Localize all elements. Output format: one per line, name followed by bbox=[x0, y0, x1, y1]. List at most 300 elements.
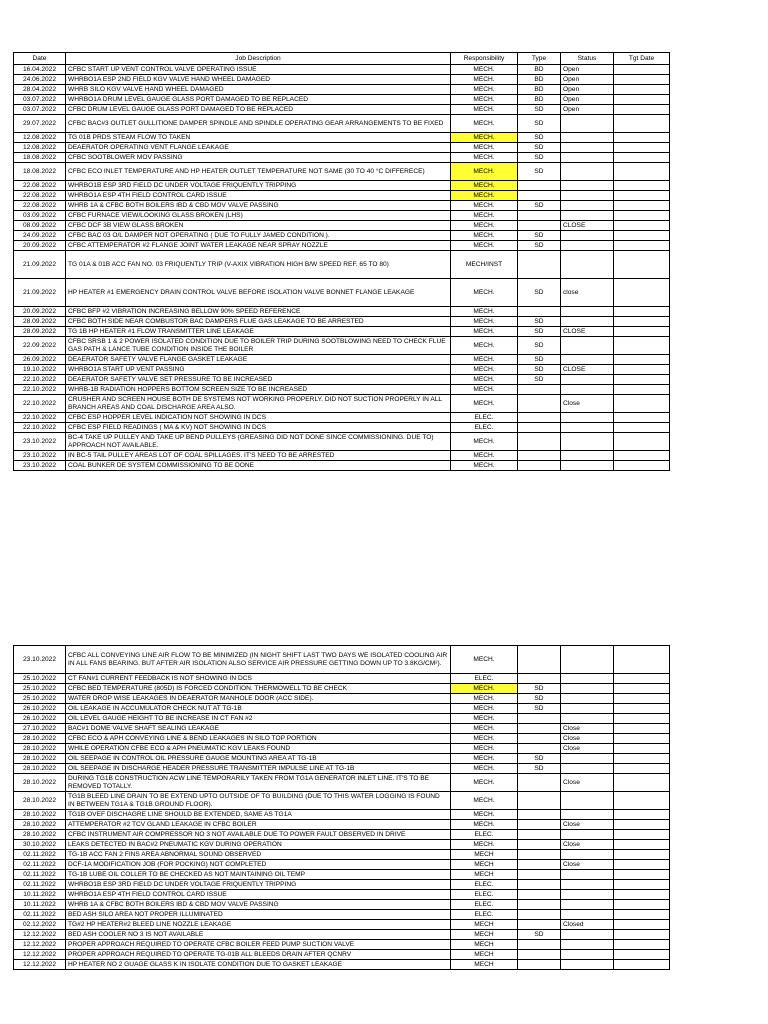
cell-responsibility: ELEC. bbox=[451, 910, 518, 920]
cell-tgt-date bbox=[614, 830, 670, 840]
cell-tgt-date bbox=[614, 221, 670, 231]
cell-job-description: WHRBO1A ESP 4TH FIELD CONTROL CARD ISSUE bbox=[66, 890, 451, 900]
cell-status: Close bbox=[561, 395, 614, 413]
cell-job-description: WHILE OPERATION CFBE ECO & APH PNEUMATIC KGV LEAKS FOUND bbox=[66, 744, 451, 754]
cell-job-description: WHRBO1A ESP 2ND FIELD KGV VALVE HAND WHEEL DAMAGED bbox=[66, 75, 451, 85]
cell-tgt-date bbox=[614, 307, 670, 317]
cell-tgt-date bbox=[614, 191, 670, 201]
cell-job-description: WHRBO1B ESP 3RD FIELD DC UNDER VOLTAGE FRIQUENTLY TRIPPING bbox=[66, 181, 451, 191]
cell-type bbox=[518, 734, 561, 744]
cell-responsibility: MECH. bbox=[451, 115, 518, 133]
cell-tgt-date bbox=[614, 181, 670, 191]
cell-type bbox=[518, 714, 561, 724]
table-row bbox=[14, 870, 670, 880]
cell-type: SD bbox=[518, 153, 561, 163]
cell-status: Open bbox=[561, 105, 614, 115]
cell-date: 22.09.2022 bbox=[14, 337, 66, 355]
cell-job-description: LEAKS DETECTED IN BAC#2 PNEUMATIC KGV DURING OPERATION bbox=[66, 840, 451, 850]
table-row bbox=[14, 810, 670, 820]
cell-job-description: DEAERATOR SAFETY VALVE FLANGE GASKET LEAKAGE bbox=[66, 355, 451, 365]
job-table-2 bbox=[13, 645, 670, 970]
cell-status bbox=[561, 115, 614, 133]
cell-tgt-date bbox=[614, 714, 670, 724]
table-row bbox=[14, 365, 670, 375]
cell-job-description: BED ASH SILO AREA NOT PROPER ILLUMINATED bbox=[66, 910, 451, 920]
cell-status bbox=[561, 211, 614, 221]
cell-responsibility: MECH. bbox=[451, 820, 518, 830]
cell-responsibility: MECH. bbox=[451, 684, 518, 694]
cell-type: SD bbox=[518, 337, 561, 355]
cell-status bbox=[561, 694, 614, 704]
cell-date: 21.09.2022 bbox=[14, 279, 66, 307]
cell-tgt-date bbox=[614, 920, 670, 930]
cell-job-description: CFBC BED TEMPERATURE (805D) IS FORCED CONDITION. THERMOWELL TO BE CHECK bbox=[66, 684, 451, 694]
cell-type: BD bbox=[518, 75, 561, 85]
cell-type bbox=[518, 181, 561, 191]
cell-status bbox=[561, 950, 614, 960]
table-row bbox=[14, 850, 670, 860]
table-row bbox=[14, 451, 670, 461]
cell-status: Open bbox=[561, 85, 614, 95]
cell-responsibility: MECH. bbox=[451, 201, 518, 211]
cell-date: 23.10.2022 bbox=[14, 451, 66, 461]
cell-type: SD bbox=[518, 231, 561, 241]
cell-type bbox=[518, 423, 561, 433]
cell-type bbox=[518, 960, 561, 970]
cell-tgt-date bbox=[614, 734, 670, 744]
cell-job-description: DEAERATOR SAFETY VALVE SET PRESSURE TO BE INCREASED bbox=[66, 375, 451, 385]
cell-responsibility: MECH. bbox=[451, 840, 518, 850]
cell-job-description: WHRBO1B ESP 3RD FIELD DC UNDER VOLTAGE FRIQUENTLY TRIPPING bbox=[66, 880, 451, 890]
table-row bbox=[14, 920, 670, 930]
cell-job-description: DCF-1A MODIFICATION JOB (FOR POCKING) NOT COMPLETED bbox=[66, 860, 451, 870]
cell-tgt-date bbox=[614, 75, 670, 85]
table-row bbox=[14, 317, 670, 327]
table-row bbox=[14, 279, 670, 307]
cell-responsibility: ELEC. bbox=[451, 880, 518, 890]
cell-date: 22.08.2022 bbox=[14, 201, 66, 211]
cell-date: 23.10.2022 bbox=[14, 646, 66, 674]
cell-responsibility: MECH. bbox=[451, 704, 518, 714]
cell-job-description: HP HEATER #1 EMERGENCY DRAIN CONTROL VALVE BEFORE ISOLATION VALVE BONNET FLANGE LEAKAGE bbox=[66, 279, 451, 307]
cell-tgt-date bbox=[614, 95, 670, 105]
table-row bbox=[14, 115, 670, 133]
table-row bbox=[14, 413, 670, 423]
cell-status bbox=[561, 423, 614, 433]
cell-responsibility: MECH. bbox=[451, 95, 518, 105]
cell-job-description: TG#2 HP HEATER#2 BLEED LINE NOZZLE LEAKAGE bbox=[66, 920, 451, 930]
cell-status bbox=[561, 810, 614, 820]
cell-job-description: CFBC ECO INLET TEMPERATURE AND HP HEATER OUTLET TEMPERATURE NOT SAME (30 TO 40 °C DIFFERECE) bbox=[66, 163, 451, 181]
cell-responsibility: MECH. bbox=[451, 764, 518, 774]
cell-type: SD bbox=[518, 764, 561, 774]
cell-type bbox=[518, 724, 561, 734]
cell-status: Close bbox=[561, 820, 614, 830]
cell-date: 18.08.2022 bbox=[14, 153, 66, 163]
cell-date: 28.10.2022 bbox=[14, 744, 66, 754]
cell-responsibility: MECH bbox=[451, 930, 518, 940]
cell-tgt-date bbox=[614, 395, 670, 413]
cell-job-description: WHRB SILO KGV VALVE HAND WHEEL DAMAGED bbox=[66, 85, 451, 95]
cell-responsibility: MECH. bbox=[451, 451, 518, 461]
cell-job-description: CRUSHER AND SCREEN HOUSE BOTH DE SYSTEMS NOT WORKING PROPERLY. DID NOT SUCTION PROPERLY IN ALL BRANCH AREAS AND COAL DISCHARGE AREA ALSO. bbox=[66, 395, 451, 413]
cell-date: 22.08.2022 bbox=[14, 191, 66, 201]
cell-date: 22.10.2022 bbox=[14, 423, 66, 433]
cell-date: 03.09.2022 bbox=[14, 211, 66, 221]
cell-type bbox=[518, 433, 561, 451]
cell-status: CLOSE bbox=[561, 365, 614, 375]
cell-date: 20.09.2022 bbox=[14, 241, 66, 251]
cell-status bbox=[561, 317, 614, 327]
cell-tgt-date bbox=[614, 279, 670, 307]
cell-date: 02.11.2022 bbox=[14, 850, 66, 860]
cell-tgt-date bbox=[614, 744, 670, 754]
cell-date: 22.10.2022 bbox=[14, 413, 66, 423]
cell-date: 25.10.2022 bbox=[14, 684, 66, 694]
cell-type bbox=[518, 451, 561, 461]
cell-job-description: WHRBO1A DRUM LEVEL GAUGE GLASS PORT DAMAGED TO BE REPLACED bbox=[66, 95, 451, 105]
cell-responsibility: MECH. bbox=[451, 75, 518, 85]
cell-tgt-date bbox=[614, 375, 670, 385]
col-header-job-description: Job Description bbox=[66, 53, 451, 65]
cell-date: 12.12.2022 bbox=[14, 950, 66, 960]
cell-date: 27.10.2022 bbox=[14, 724, 66, 734]
table-row bbox=[14, 355, 670, 365]
table-row bbox=[14, 724, 670, 734]
cell-tgt-date bbox=[614, 365, 670, 375]
cell-date: 26.09.2022 bbox=[14, 355, 66, 365]
cell-tgt-date bbox=[614, 840, 670, 850]
cell-responsibility: MECH. bbox=[451, 105, 518, 115]
table-row bbox=[14, 95, 670, 105]
cell-job-description: TG-1B LUBE OIL COLLER TO BE CHECKED AS NOT MAINTAINING OIL TEMP bbox=[66, 870, 451, 880]
cell-responsibility: MECH. bbox=[451, 307, 518, 317]
cell-type bbox=[518, 840, 561, 850]
cell-tgt-date bbox=[614, 85, 670, 95]
cell-job-description: CFBC SOOTBLOWER MOV PASSING bbox=[66, 153, 451, 163]
table-row bbox=[14, 181, 670, 191]
cell-date: 12.12.2022 bbox=[14, 940, 66, 950]
cell-date: 25.10.2022 bbox=[14, 674, 66, 684]
cell-tgt-date bbox=[614, 413, 670, 423]
table-row bbox=[14, 395, 670, 413]
cell-job-description: IN BC-5 TAIL PULLEY AREAS LOT OF COAL SPILLAGES. IT'S NEED TO BE ARRESTED bbox=[66, 451, 451, 461]
cell-type bbox=[518, 850, 561, 860]
cell-responsibility: MECH. bbox=[451, 375, 518, 385]
table-row bbox=[14, 221, 670, 231]
cell-type bbox=[518, 920, 561, 930]
cell-date: 08.09.2022 bbox=[14, 221, 66, 231]
cell-tgt-date bbox=[614, 327, 670, 337]
cell-responsibility: MECH. bbox=[451, 279, 518, 307]
cell-date: 16.04.2022 bbox=[14, 65, 66, 75]
cell-job-description: HP HEATER NO 2 GUAGE GLASS K IN ISOLATE CONDITION DUE TO GASKET LEAKAGE bbox=[66, 960, 451, 970]
cell-tgt-date bbox=[614, 423, 670, 433]
table-row bbox=[14, 461, 670, 471]
table-row bbox=[14, 105, 670, 115]
cell-status bbox=[561, 433, 614, 451]
cell-status bbox=[561, 890, 614, 900]
cell-status bbox=[561, 754, 614, 764]
cell-status bbox=[561, 201, 614, 211]
cell-job-description: CFBC FURNACE VIEW/LOOKING GLASS BROKEN (LHS) bbox=[66, 211, 451, 221]
cell-tgt-date bbox=[614, 792, 670, 810]
cell-responsibility: MECH bbox=[451, 950, 518, 960]
cell-status bbox=[561, 850, 614, 860]
table-row bbox=[14, 704, 670, 714]
cell-type bbox=[518, 413, 561, 423]
cell-date: 26.10.2022 bbox=[14, 714, 66, 724]
cell-responsibility: MECH. bbox=[451, 191, 518, 201]
cell-responsibility: MECH. bbox=[451, 792, 518, 810]
table-row bbox=[14, 231, 670, 241]
cell-status bbox=[561, 181, 614, 191]
cell-type bbox=[518, 646, 561, 674]
cell-type bbox=[518, 221, 561, 231]
cell-job-description: OIL LEAKAGE IN ACCUMULATOR CHECK NUT AT TG-1B bbox=[66, 704, 451, 714]
table-row bbox=[14, 385, 670, 395]
table-row bbox=[14, 744, 670, 754]
cell-date: 21.09.2022 bbox=[14, 251, 66, 279]
cell-job-description: BED ASH COOLER NO 3 IS NOT AVAILABLE bbox=[66, 930, 451, 940]
cell-responsibility: MECH. bbox=[451, 810, 518, 820]
cell-tgt-date bbox=[614, 646, 670, 674]
cell-type bbox=[518, 940, 561, 950]
cell-date: 02.11.2022 bbox=[14, 860, 66, 870]
cell-tgt-date bbox=[614, 355, 670, 365]
cell-tgt-date bbox=[614, 880, 670, 890]
cell-tgt-date bbox=[614, 910, 670, 920]
table-row bbox=[14, 75, 670, 85]
cell-job-description: CFBC SRSB 1 & 2 POWER ISOLATED CONDITION DUE TO BOILER TRIP DURING SOOTBLOWING NEED TO CHECK FLUE GAS PATH & LANCE TUBE CONDITION INSIDE THE BOILER bbox=[66, 337, 451, 355]
cell-type bbox=[518, 880, 561, 890]
table-row bbox=[14, 890, 670, 900]
cell-responsibility: ELEC. bbox=[451, 423, 518, 433]
table-row bbox=[14, 143, 670, 153]
cell-tgt-date bbox=[614, 754, 670, 764]
table-row bbox=[14, 764, 670, 774]
cell-responsibility: MECH bbox=[451, 860, 518, 870]
cell-job-description: TG 01B PRDS STEAM FLOW TO TAKEN bbox=[66, 133, 451, 143]
cell-date: 19.10.2022 bbox=[14, 365, 66, 375]
cell-responsibility: MECH. bbox=[451, 181, 518, 191]
col-header-type: Type bbox=[518, 53, 561, 65]
cell-responsibility: MECH. bbox=[451, 365, 518, 375]
table-row bbox=[14, 754, 670, 764]
cell-date: 28.09.2022 bbox=[14, 327, 66, 337]
cell-date: 23.10.2022 bbox=[14, 433, 66, 451]
cell-date: 20.09.2022 bbox=[14, 307, 66, 317]
cell-job-description: CFBC DCF 3B VIEW GLASS BROKEN bbox=[66, 221, 451, 231]
table-row bbox=[14, 163, 670, 181]
cell-date: 10.11.2022 bbox=[14, 890, 66, 900]
cell-responsibility: MECH bbox=[451, 940, 518, 950]
table-header-row bbox=[14, 53, 670, 65]
cell-responsibility: MECH bbox=[451, 850, 518, 860]
table-body bbox=[14, 65, 670, 471]
cell-job-description: COAL BUNKER DE SYSTEM COMMISSIONING TO BE DONE bbox=[66, 461, 451, 471]
table-body bbox=[14, 646, 670, 970]
cell-status bbox=[561, 684, 614, 694]
cell-type: SD bbox=[518, 279, 561, 307]
col-header-status: Status bbox=[561, 53, 614, 65]
cell-date: 10.11.2022 bbox=[14, 900, 66, 910]
cell-job-description: WHRBO1A ESP 4TH FIELD CONTROL CARD ISSUE bbox=[66, 191, 451, 201]
col-header-tgt-date: Tgt Date bbox=[614, 53, 670, 65]
cell-status: Closed bbox=[561, 920, 614, 930]
cell-tgt-date bbox=[614, 461, 670, 471]
cell-date: 22.10.2022 bbox=[14, 375, 66, 385]
cell-responsibility: ELEC. bbox=[451, 900, 518, 910]
cell-type bbox=[518, 890, 561, 900]
cell-date: 02.11.2022 bbox=[14, 910, 66, 920]
cell-responsibility: MECH. bbox=[451, 433, 518, 451]
cell-type bbox=[518, 744, 561, 754]
cell-date: 24.06.2022 bbox=[14, 75, 66, 85]
cell-tgt-date bbox=[614, 133, 670, 143]
cell-type bbox=[518, 792, 561, 810]
cell-type bbox=[518, 674, 561, 684]
cell-date: 28.10.2022 bbox=[14, 820, 66, 830]
cell-date: 12.12.2022 bbox=[14, 930, 66, 940]
table-row bbox=[14, 792, 670, 810]
cell-type: SD bbox=[518, 201, 561, 211]
cell-status bbox=[561, 413, 614, 423]
table-row bbox=[14, 433, 670, 451]
cell-responsibility: MECH. bbox=[451, 395, 518, 413]
cell-type: BD bbox=[518, 85, 561, 95]
cell-job-description: TG 01A & 01B ACC FAN NO. 03 FRIQUENTLY TRIP (V-AXIX VIBRATION HIGH B/W SPEED REF. 65 TO 80) bbox=[66, 251, 451, 279]
cell-tgt-date bbox=[614, 451, 670, 461]
cell-responsibility: MECH. bbox=[451, 355, 518, 365]
cell-job-description: CFBC DRUM LEVEL GAUGE GLASS PORT DAMAGED TO BE REPLACED bbox=[66, 105, 451, 115]
cell-type bbox=[518, 211, 561, 221]
cell-responsibility: MECH. bbox=[451, 774, 518, 792]
cell-tgt-date bbox=[614, 900, 670, 910]
cell-status: Close bbox=[561, 774, 614, 792]
cell-type: SD bbox=[518, 115, 561, 133]
table-row bbox=[14, 375, 670, 385]
cell-responsibility: MECH. bbox=[451, 153, 518, 163]
cell-status bbox=[561, 830, 614, 840]
cell-responsibility: MECH. bbox=[451, 231, 518, 241]
cell-type: SD bbox=[518, 355, 561, 365]
cell-job-description: CFBC BAC#3 OUTLET GULLITIONE DAMPER SPINDLE AND SPINDLE OPERATING GEAR ARRANGEMENTS TO BE FIXED bbox=[66, 115, 451, 133]
cell-tgt-date bbox=[614, 433, 670, 451]
cell-status: CLOSE bbox=[561, 327, 614, 337]
cell-type bbox=[518, 810, 561, 820]
cell-job-description: DEAERATOR OPERATING VENT FLANGE LEAKAGE bbox=[66, 143, 451, 153]
table-row bbox=[14, 674, 670, 684]
cell-status bbox=[561, 451, 614, 461]
table-row bbox=[14, 734, 670, 744]
cell-status: Open bbox=[561, 65, 614, 75]
cell-responsibility: MECH. bbox=[451, 694, 518, 704]
cell-job-description: TG 1B HP HEATER #1 FLOW TRANSMITTER LINE LEAKAGE bbox=[66, 327, 451, 337]
cell-type: SD bbox=[518, 684, 561, 694]
cell-status bbox=[561, 143, 614, 153]
cell-tgt-date bbox=[614, 704, 670, 714]
cell-responsibility: MECH. bbox=[451, 65, 518, 75]
cell-job-description: BAC#1 DOME VALVE SHAFT SEALING LEAKAGE bbox=[66, 724, 451, 734]
cell-tgt-date bbox=[614, 850, 670, 860]
cell-status bbox=[561, 910, 614, 920]
cell-status bbox=[561, 355, 614, 365]
table-row bbox=[14, 153, 670, 163]
cell-job-description: TG1B OVEF DISCHAGRE LINE SHOULD BE EXTENDED, SAME AS TG1A bbox=[66, 810, 451, 820]
cell-type: SD bbox=[518, 133, 561, 143]
cell-status bbox=[561, 231, 614, 241]
table-row bbox=[14, 65, 670, 75]
cell-tgt-date bbox=[614, 143, 670, 153]
cell-type: SD bbox=[518, 327, 561, 337]
cell-type: SD bbox=[518, 365, 561, 375]
cell-job-description: CFBC ESP HOPPER LEVEL INDICATION NOT SHOWING IN DCS bbox=[66, 413, 451, 423]
cell-status bbox=[561, 375, 614, 385]
cell-job-description: CFBC ALL CONVEYING LINE AIR FLOW TO BE MINIMIZED (IN NIGHT SHIFT LAST TWO DAYS WE ISOLATED COOLING AIR IN ALL FANS BEARING. BUT AFTER AIR ISOLATION ALSO SERVICE AIR PRESSURE GETTING DOWN UP TO 3.8KG/CM²). bbox=[66, 646, 451, 674]
cell-tgt-date bbox=[614, 810, 670, 820]
cell-responsibility: ELEC. bbox=[451, 674, 518, 684]
cell-date: 03.07.2022 bbox=[14, 105, 66, 115]
cell-date: 28.10.2022 bbox=[14, 810, 66, 820]
cell-status bbox=[561, 880, 614, 890]
cell-type bbox=[518, 385, 561, 395]
cell-status: Open bbox=[561, 75, 614, 85]
cell-status bbox=[561, 792, 614, 810]
cell-job-description: CFBC ECO & APH CONVEYING LINE & BEND LEAKAGES IN SILO TOP PORTION bbox=[66, 734, 451, 744]
cell-responsibility: MECH. bbox=[451, 646, 518, 674]
table-row bbox=[14, 646, 670, 674]
cell-responsibility: ELEC. bbox=[451, 890, 518, 900]
cell-status: Close bbox=[561, 724, 614, 734]
col-header-responsibility: Responsibility bbox=[451, 53, 518, 65]
cell-date: 03.07.2022 bbox=[14, 95, 66, 105]
table-row bbox=[14, 714, 670, 724]
cell-date: 18.08.2022 bbox=[14, 163, 66, 181]
cell-status bbox=[561, 385, 614, 395]
cell-responsibility: MECH. bbox=[451, 317, 518, 327]
cell-status bbox=[561, 133, 614, 143]
cell-job-description: PROPER APPROACH REQUIRED TO OPERATE TG-01B ALL BLEEDS DRAIN AFTER QCNRV bbox=[66, 950, 451, 960]
cell-status bbox=[561, 241, 614, 251]
cell-type: SD bbox=[518, 375, 561, 385]
cell-type bbox=[518, 251, 561, 279]
cell-type: SD bbox=[518, 317, 561, 327]
table-row bbox=[14, 201, 670, 211]
cell-job-description: WHRBO1A START UP VENT PASSING bbox=[66, 365, 451, 375]
cell-status bbox=[561, 307, 614, 317]
cell-responsibility: MECH. bbox=[451, 714, 518, 724]
cell-status: close bbox=[561, 279, 614, 307]
cell-job-description: CFBC BFP #2 VIBRATION INCREASING BELLOW 90% SPEED REFERENCE bbox=[66, 307, 451, 317]
cell-date: 12.08.2022 bbox=[14, 133, 66, 143]
cell-job-description: CFBC BOTH SIDE NEAR COMBUSTOR BAC DAMPERS FLUE GAS LEAKAGE TO BE ARRESTED bbox=[66, 317, 451, 327]
cell-tgt-date bbox=[614, 317, 670, 327]
cell-status bbox=[561, 930, 614, 940]
table-row bbox=[14, 423, 670, 433]
cell-type: SD bbox=[518, 704, 561, 714]
cell-type bbox=[518, 830, 561, 840]
cell-type bbox=[518, 774, 561, 792]
cell-tgt-date bbox=[614, 860, 670, 870]
cell-date: 22.10.2022 bbox=[14, 395, 66, 413]
cell-tgt-date bbox=[614, 231, 670, 241]
cell-responsibility: MECH. bbox=[451, 85, 518, 95]
cell-date: 28.10.2022 bbox=[14, 734, 66, 744]
cell-type bbox=[518, 950, 561, 960]
cell-tgt-date bbox=[614, 153, 670, 163]
cell-status bbox=[561, 674, 614, 684]
